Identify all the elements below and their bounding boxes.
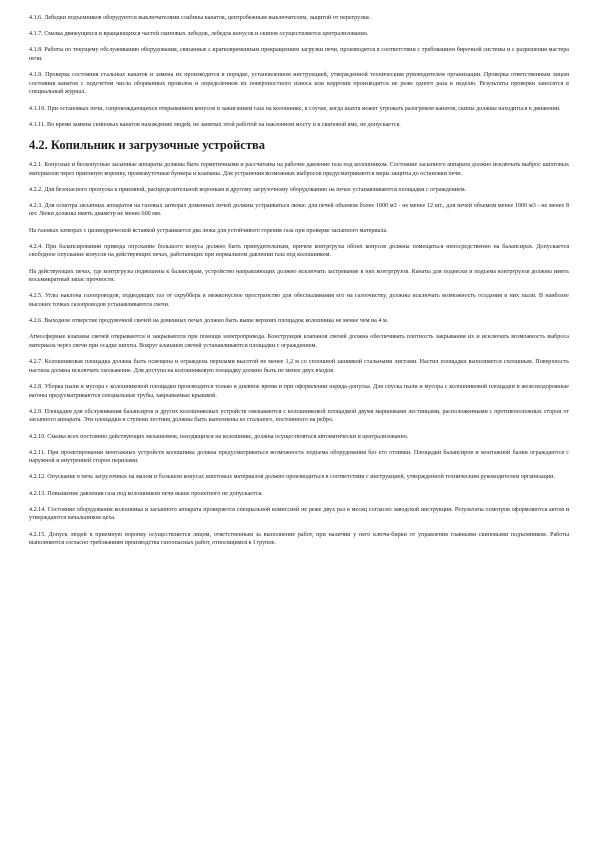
paragraph-4-2-3: 4.2.3. Для осмотра засыпных аппаратов на газовых затворах доменных печей должны устраиваться люки: для печей объемом более 1000 м3 - не менее 12 шт., для печей объемом менее 1000 м3 - не менее 8 шт. Люки должны иметь диаметр не менее 600 мм. xyxy=(29,202,569,218)
paragraph-4-2-6-note: Атмосферные клапаны свечей открываются и закрываются при помощи электропривода. Конструкция клапанов свечей должна обеспечивать плотность закрывания их и исключать возможность выброса материала через свечи при осадке шихты. Вокруг клапанов свечей устанавливаются площадки с ограждением. xyxy=(29,334,569,349)
paragraph-4-2-14: 4.2.14. Состояние оборудования колошника и засыпного аппарата проверяется специальной комиссией не реже двух раз в месяц согласно заводской инструкции. Результаты осмотров оформляются актом и утверждаются начальником цеха. xyxy=(29,506,569,522)
paragraph-4-2-5: 4.2.5. Углы наклона газопроводов, подводящих газ от скруббера в межконусное пространство для обеспыливания его на газоочистку, должны исключать возможность оседания в них пыли. В наиболее высоких точках газопроводов устанавливаются свечи. xyxy=(29,293,569,308)
paragraph-4-2-4-note: На действующих печах, где контргрузы подвешены к балансирам, устройство направляющих должно исключать застревание в них контргрузов. Канаты для подвески и подъема контргрузов должны иметь восьмикратный запас прочности. xyxy=(29,268,569,284)
paragraph-4-2-1: 4.2.1. Конусные и бесконусные засыпные аппараты должны быть герметичными и рассчитаны на рабочее давление газа под колошником. Состояние засыпного аппарата должно исключать выброс шихтовых материалов через приемную воронку, промежуточные бункера и клапаны. Для устранения возможных выбросов предусматриваются меры защиты до остановки печи. xyxy=(29,161,569,177)
paragraph-4-1-6: 4.1.6. Лебедки подъемников оборудуются выключателями слабины канатов, центробежным выключателем, защитой от перегрузки. xyxy=(29,15,371,21)
paragraphs-after xyxy=(29,161,569,548)
paragraph-4-1-9: 4.1.9. Проверка состояния стальных канатов и замена их производятся в порядке, установленном инструкцией, утвержденной техническим руководителем организации. Проверка ответственным лицом состояния канатов с подсчетом числа оборванных проволок и определением их поверхностного износа или коррозии производится не реже одного раза в неделю. Результаты проверки заносятся в специальный журнал. xyxy=(29,72,569,96)
paragraph-4-2-12: 4.2.12. Опускание в печь загрузочных на малом и большом конусах шихтовых материалов должно производиться в соответствии с инструкцией, утвержденной техническим руководителем организации. xyxy=(29,474,555,481)
paragraph-4-1-7: 4.1.7. Смазка движущихся и вращающихся частей скиповых лебедок, лебедок конусов и скипов осуществляется централизованно. xyxy=(29,31,369,38)
paragraph-4-1-11: 4.1.11. Во время замены скиповых канатов нахождение людей, не занятых этой работой на наклонном мосту и в скиповой яме, не допускается. xyxy=(29,121,401,128)
paragraph-4-2-9: 4.2.9. Площадки для обслуживания балансиров и других колошниковых устройств связываются с колошниковой площадкой двумя маршевыми лестницами, расположенными с противоположных сторон от засыпного аппарата. Эти площадки и ступени лестниц должны быть выполнены из стального, постоянного на ребро. xyxy=(29,408,569,424)
paragraph-4-2-3-note: На газовых затворах с цилиндрической вставкой устраивается два люка для устойчивого горения газа при проверке засыпного материала. xyxy=(29,227,388,234)
section-heading: 4.2. Копильник и загрузочные устройства xyxy=(29,137,265,152)
paragraphs-before xyxy=(29,14,569,129)
paragraph-4-1-10: 4.1.10. При остановках печи, сопровождающихся открыванием конусов и зажиганием газа на колошнике, в случае, когда шахта может угрожать разогревом канатов, скипы должны находиться в движении. xyxy=(29,105,561,112)
paragraph-4-2-15: 4.2.15. Допуск людей в приемную воронку осуществляется лицом, ответственным за выполнение работ, при наличии у него ключа-бирки от управления главными скиповыми подъемником. Работы выполняются согласно требованиям производства газоопасных работ, относящимся к I группе. xyxy=(29,531,569,547)
paragraph-4-2-10: 4.2.10. Смазка всех постоянно действующих механизмов, находящихся на колошнике, должна осуществляться автоматически и централизованно. xyxy=(29,433,409,440)
paragraph-4-2-11: 4.2.11. При проектировании монтажных устройств колошника должна предусматриваться возможность подъема оборудования без его отливки. Площадки балансиров и монтажной балки ограждаются с наружной и внутренней сторон перилами. xyxy=(29,449,569,465)
document-page xyxy=(29,14,569,555)
paragraph-4-1-8: 4.1.8. Работы по текущему обслуживанию оборудования, связанные с кратковременным прекращением загрузки печи, производятся в соответствии с требованием бирочной системы и с разрешения мастера печи. xyxy=(29,47,569,62)
paragraph-4-2-13: 4.2.13. Повышение давления газа под колошником печи выше проектного не допускается. xyxy=(29,490,263,497)
paragraph-4-2-7: 4.2.7. Колошниковая площадка должна быть освещена и ограждена перилами высотой не менее 1,2 м со сплошной зашивкой стальными листами. Настил площадки выполняется сплошным. Поверхность настила должна исключать скольжение. Для доступа на колошниковую площадку должно быть не менее двух входов. xyxy=(29,359,569,374)
paragraph-4-2-6: 4.2.6. Выходное отверстие продувочной свечей на доменных печах должно быть выше верхних площадок колошника не менее чем на 4 м. xyxy=(29,318,389,325)
paragraph-4-2-8: 4.2.8. Уборка пыли и мусора с колошниковой площадки производится только в дневное время и при оформлении наряда-допуска. Для спуска пыли и мусора с колошниковой площадки в железнодорожные вагоны предусматриваются специальные трубы, закрываемые крышкой. xyxy=(29,383,569,399)
paragraph-4-2-2: 4.2.2. Для безопасного пропуска к приемной, распределительной воронкам и другому загрузочному оборудованию на печах устанавливаются площадки с ограждением. xyxy=(29,186,467,193)
paragraph-4-2-4: 4.2.4. При балансировании привода опускание большого конуса должно быть принудительным, причем контргрузы обоих конусов должны помещаться непосредственно на балансирах. Допускается свободное опускание конусов на действующих печах, работающих при нормальном давлении газа под колошником. xyxy=(29,243,569,259)
